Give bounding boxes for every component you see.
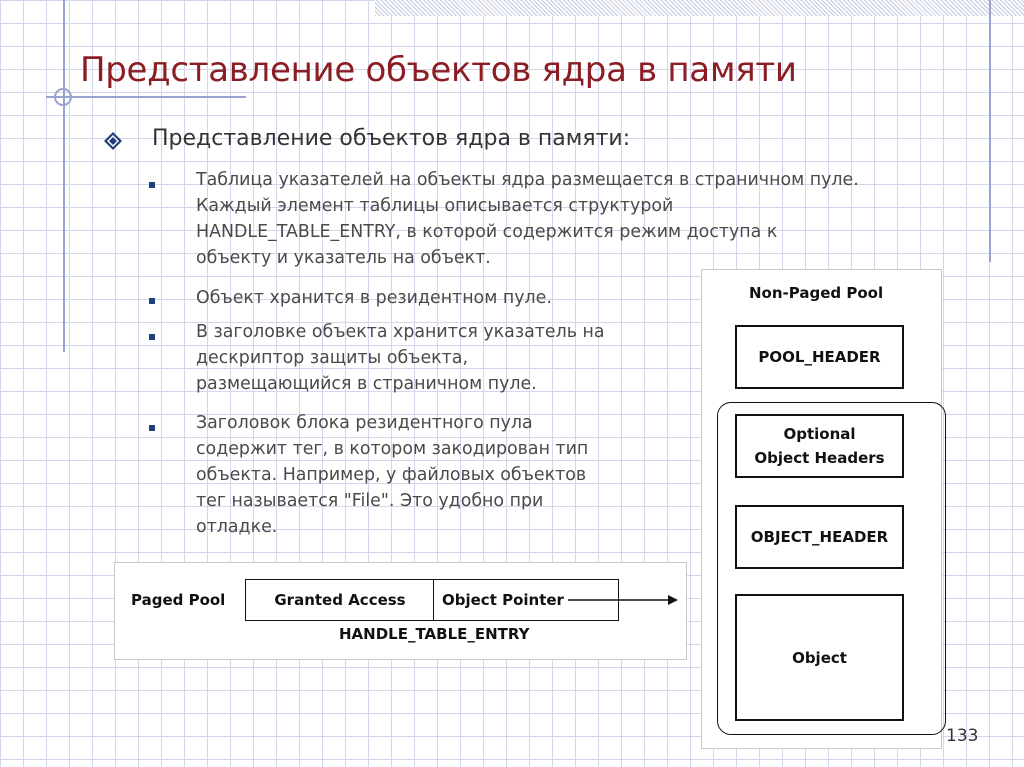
subtitle: Представление объектов ядра в памяти: (152, 126, 631, 151)
paged-pool-label: Paged Pool (131, 591, 226, 609)
header-hatch-band (375, 0, 1024, 16)
bullet-3-line-3: размещающийся в страничном пуле. (196, 374, 537, 394)
bullet-4-line-2: содержит тег, в котором закодирован тип (196, 439, 589, 459)
decor-horizontal-line (46, 96, 246, 98)
granted-access-field: Granted Access (245, 579, 435, 621)
bullet-text-1 (196, 167, 859, 271)
object-pointer-label: Object Pointer (442, 591, 564, 609)
bullet-3-line-2: дескриптор защиты объекта, (196, 348, 468, 368)
bullet-text-3 (196, 319, 605, 397)
page-number: 133 (946, 726, 979, 746)
bullet-text-2 (196, 285, 552, 311)
handle-table-entry-caption: HANDLE_TABLE_ENTRY (339, 625, 530, 643)
object-box: Object (735, 594, 904, 721)
bullet-1-line-3: HANDLE_TABLE_ENTRY, в которой содержится режим доступа к (196, 222, 778, 242)
square-bullet-icon (149, 425, 155, 431)
decor-vertical-line-right (989, 0, 991, 262)
slide-title: Представление объектов ядра в памяти (80, 50, 797, 90)
bullet-4-line-1: Заголовок блока резидентного пула (196, 413, 533, 433)
square-bullet-icon (149, 298, 155, 304)
pointer-arrow-icon (568, 592, 678, 608)
diamond-bullet-icon (104, 132, 122, 150)
pool-header-box: POOL_HEADER (735, 325, 904, 389)
decor-circle (54, 88, 72, 106)
bullet-4-line-4: тег называется "File". Это удобно при (196, 491, 544, 511)
decor-vertical-line-left (63, 0, 65, 352)
bullet-1-line-4: объекту и указатель на объект. (196, 248, 491, 268)
optional-headers-line-1: Optional (783, 425, 856, 443)
bullet-3-line-1: В заголовке объекта хранится указатель на (196, 322, 605, 342)
square-bullet-icon (149, 334, 155, 340)
bullet-2-line-1: Объект хранится в резидентном пуле. (196, 288, 552, 308)
non-paged-pool-title: Non-Paged Pool (749, 284, 884, 302)
bullet-1-line-1: Таблица указателей на объекты ядра размещается в страничном пуле. (196, 170, 859, 190)
bullet-4-line-3: объекта. Например, у файловых объектов (196, 465, 587, 485)
bullet-1-line-2: Каждый элемент таблицы описывается структурой (196, 196, 674, 216)
square-bullet-icon (149, 182, 155, 188)
object-header-box: OBJECT_HEADER (735, 505, 904, 569)
optional-object-headers-box (735, 414, 904, 478)
bullet-text-4 (196, 410, 588, 540)
optional-headers-line-2: Object Headers (754, 449, 885, 467)
bullet-4-line-5: отладке. (196, 517, 278, 537)
